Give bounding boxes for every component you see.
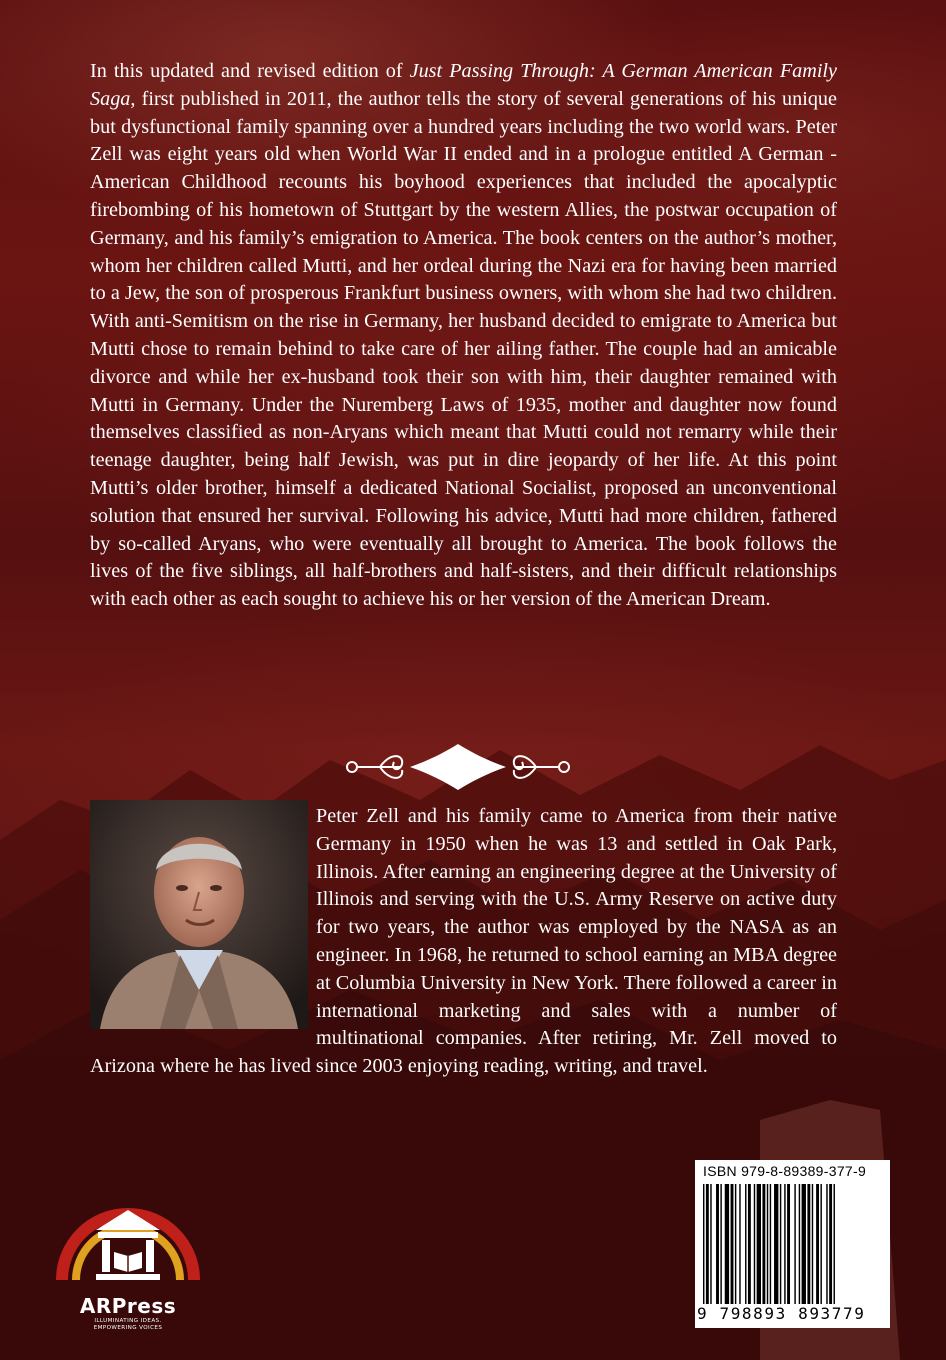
decorative-divider-ornament xyxy=(340,740,576,794)
barcode-digits: 9 798893 893779 xyxy=(697,1304,866,1323)
blurb-text-rest: , first published in 2011, the author tells the story of several generations of his unique but dysfunctional family spanning over a hundred years including the two world wars. Peter Zell was eight years old when World War II ended and in a prologue entitled A German - American Childhood recounts his boyhood experiences that included the apocalyptic firebombing of his hometown of Stuttgart by the western Allies, the postwar occupation of Germany, and his family’s emigration to America. The book centers on the author’s mother, whom her children called Mutti, and her ordeal during the Nazi era for having been married to a Jew, the son of prosperous Frankfurt business owners, with whom she had two children. With anti-Semitism on the rise in Germany, her husband decided to emigrate to America but Mutti chose to remain behind to take care of her ailing father. The couple had an amicable divorce and while her ex-husband took their son with him, their daughter remained with Mutti in Germany. Under the Nuremberg Laws of 1935, mother and daughter now found themselves classified as non-Aryans which meant that Mutti could not remarry while their teenage daughter, being half Jewish, was put in dire jeopardy of her life. At this point Mutti’s older brother, himself a dedicated National Socialist, proposed an unconventional solution that ensured her survival. Following his advice, Mutti had more children, fathered by so-called Aryans, who were eventually all brought to America. The book follows the lives of the five siblings, all half-brothers and half-sisters, and their difficult relationships with each other as each sought to achieve his or her version of the American Dream. xyxy=(90,87,837,611)
publisher-name: ARPress xyxy=(79,1294,177,1318)
blurb-text-start: In this updated and revised edition of xyxy=(90,60,410,82)
isbn-barcode xyxy=(695,1160,890,1328)
barcode-bars xyxy=(701,1184,884,1304)
photo-float-spacer xyxy=(90,803,316,1035)
author-bio xyxy=(90,803,837,1081)
publisher-tagline-1: ILLUMINATING IDEAS. xyxy=(94,1318,162,1324)
author-bio-text: Peter Zell and his family came to America from their native Germany in 1950 when he was 13 and settled in Oak Park, Illinois. After earning an engineering degree at the University of Illinois and serving with the U.S. Army Reserve on active duty for two years, the author was employed by the NASA as an engineer. In 1968, he returned to school earning an MBA degree at Columbia University in New York. There followed a career in international marketing and sales with a number of multinational companies. After retiring, Mr. Zell moved to Arizona where he has lived since 2003 enjoying reading, writing, and travel. xyxy=(90,805,837,1078)
publisher-tagline-2: EMPOWERING VOICES xyxy=(93,1325,163,1331)
book-title-italic: Just Passing Through: A German American Family Saga xyxy=(90,60,838,110)
book-description xyxy=(90,58,837,614)
isbn-label: ISBN 979-8-89389-377-9 xyxy=(703,1163,867,1179)
